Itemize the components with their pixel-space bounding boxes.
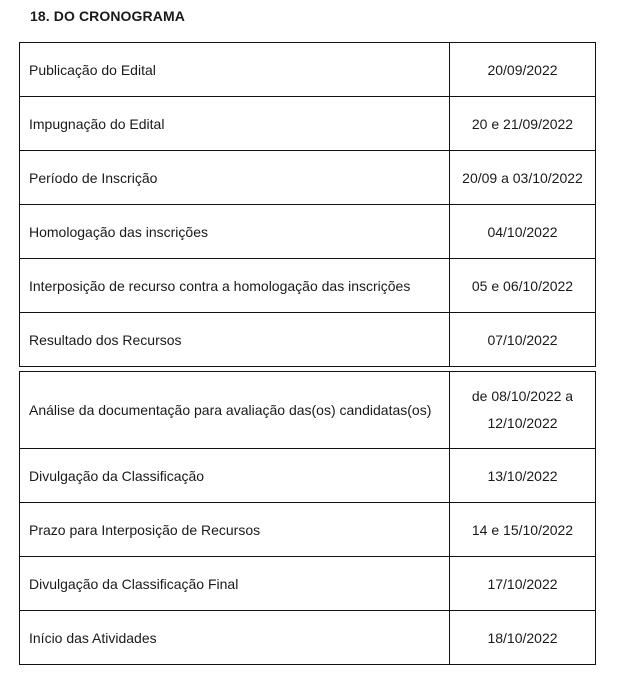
date-cell: 05 e 06/10/2022 <box>450 259 596 313</box>
date-cell: 17/10/2022 <box>450 557 596 611</box>
event-cell <box>20 372 450 449</box>
event-text: Análise da documentação para avaliação das(os) candidatas(os) <box>29 401 432 418</box>
section-title: 18. DO CRONOGRAMA <box>30 8 185 24</box>
table-row <box>20 259 596 313</box>
date-cell: 04/10/2022 <box>450 205 596 259</box>
event-cell: Publicação do Edital <box>20 43 450 97</box>
table-row <box>20 372 596 449</box>
table-row <box>20 151 596 205</box>
event-cell: Período de Inscrição <box>20 151 450 205</box>
event-cell: Início das Atividades <box>20 611 450 665</box>
event-cell: Homologação das inscrições <box>20 205 450 259</box>
date-cell: 20/09/2022 <box>450 43 596 97</box>
table-row <box>20 611 596 665</box>
table-row <box>20 43 596 97</box>
event-cell: Interposição de recurso contra a homologação das inscrições <box>20 259 450 313</box>
table-row <box>20 205 596 259</box>
date-cell: 14 e 15/10/2022 <box>450 503 596 557</box>
date-cell <box>450 372 596 449</box>
date-cell: 20/09 a 03/10/2022 <box>450 151 596 205</box>
date-cell: 18/10/2022 <box>450 611 596 665</box>
event-cell: Impugnação do Edital <box>20 97 450 151</box>
table-row <box>20 449 596 503</box>
table-row <box>20 97 596 151</box>
date-cell: 07/10/2022 <box>450 313 596 367</box>
event-cell: Divulgação da Classificação <box>20 449 450 503</box>
table-row <box>20 313 596 367</box>
event-cell: Resultado dos Recursos <box>20 313 450 367</box>
date-range-end: 12/10/2022 <box>487 415 558 431</box>
schedule-table-part2 <box>19 371 596 665</box>
event-cell: Divulgação da Classificação Final <box>20 557 450 611</box>
schedule-table-part1 <box>19 42 596 367</box>
event-cell: Prazo para Interposição de Recursos <box>20 503 450 557</box>
date-cell: 20 e 21/09/2022 <box>450 97 596 151</box>
date-cell: 13/10/2022 <box>450 449 596 503</box>
date-range-start: de 08/10/2022 a <box>471 388 574 404</box>
table-row <box>20 557 596 611</box>
table-row <box>20 503 596 557</box>
